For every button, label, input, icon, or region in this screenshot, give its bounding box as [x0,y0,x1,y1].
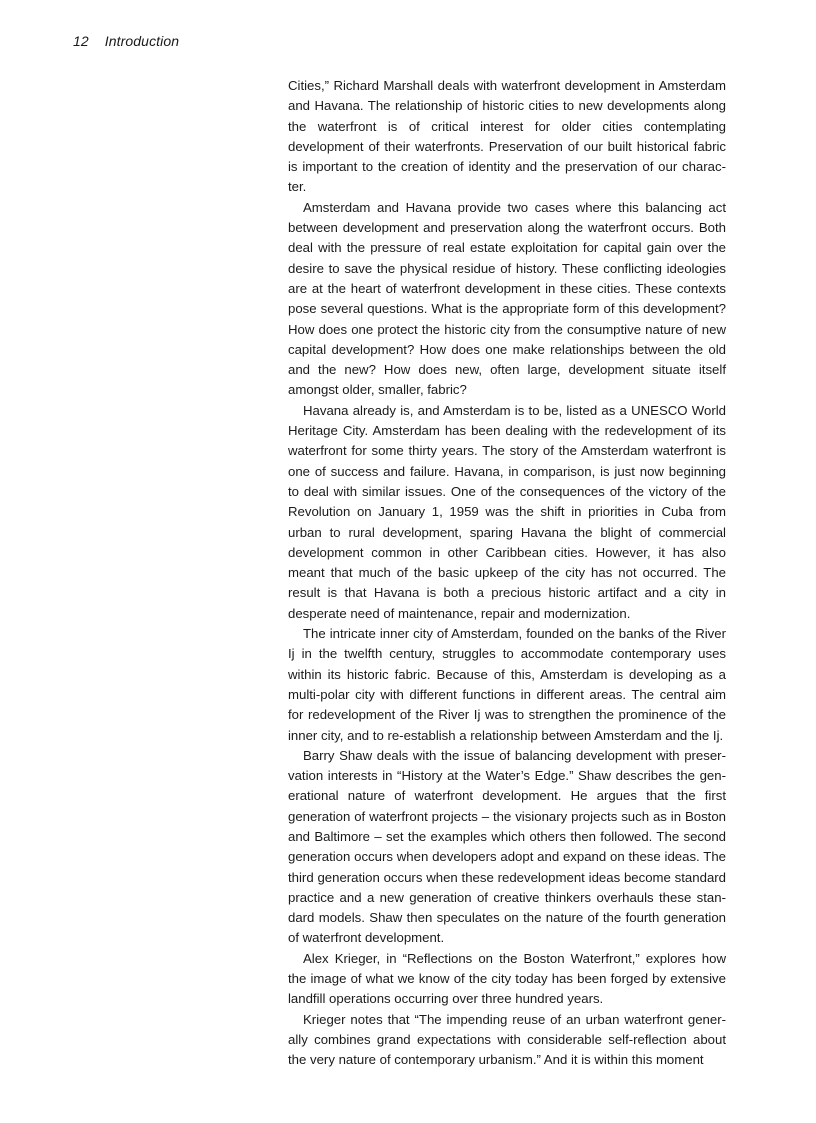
paragraph: Barry Shaw deals with the issue of balancing development with preservation interests in “History at the Water’s Edge.” Shaw describes the generational nature of waterfront development. He argues that the first generation of waterfront projects – the visionary projects such as in Boston and Baltimore – set the examples which others then followed. The second generation occurs when developers adopt and expand on these ideas. The third generation occurs when these redevelopment ideas become standard practice and a new generation of creative thinkers overhauls these standard models. Shaw then speculates on the nature of the fourth generation of waterfront development. [288,747,726,946]
paragraph: The intricate inner city of Amsterdam, founded on the banks of the River Ij in the twelfth century, struggles to accommodate contemporary uses within its historic fabric. Because of this, Amsterdam is developing as a multi-polar city with different functions in different areas. The central aim for redevelopment of the River Ij was to strengthen the prominence of the inner city, and to re-establish a relationship between Amsterdam and the Ij. [288,626,726,743]
running-section-title: Introduction [104,33,180,49]
paragraph: Krieger notes that “The impending reuse of an urban waterfront generally combines grand expectations with considerable self-reflection about the very nature of contemporary urbanism.” And it is within this moment [288,1011,726,1068]
paragraph: Cities,” Richard Marshall deals with waterfront development in Amsterdam and Havana. The relationship of historic cities to new developments along the waterfront is of critical interest for older cities contemplating development of their waterfronts. Preservation of our built historical fabric is important to the creation of identity and the preservation of our character. [288,78,726,195]
body-text [288,76,726,1071]
running-header [73,33,179,49]
paragraph: Amsterdam and Havana provide two cases where this balancing act between development and preservation along the waterfront occurs. Both deal with the pressure of real estate exploitation for capital gain over the desire to save the physical residue of history. These conflicting ideologies are at the heart of waterfront development in these cities. These contexts pose several questions. What is the appropriate form of this development? How does one protect the historic city from the consumptive nature of new capital development? How does one make relationships between the old and the new? How does new, often large, development situate itself amongst older, smaller, fabric? [288,199,726,398]
paragraph: Alex Krieger, in “Reflections on the Boston Waterfront,” explores how the image of what we know of the city today has been forged by extensive landfill operations occurring over three hundred years. [288,950,726,1007]
paragraph: Havana already is, and Amsterdam is to be, listed as a UNESCO World Heritage City. Amsterdam has been dealing with the redevelopment of its waterfront for some thirty years. The story of the Amsterdam waterfront is one of success and failure. Havana, in comparison, is just now beginning to deal with similar issues. One of the consequences of the victory of the Revolution on January 1, 1959 was the shift in priorities in Cuba from urban to rural development, sparing Havana the blight of commercial development common in other Caribbean cities. However, it has also meant that much of the basic upkeep of the city has not occurred. The result is that Havana is both a precious historic artifact and a city in desperate need of maintenance, repair and modernization. [288,402,726,621]
page-number: 12 [73,33,89,49]
